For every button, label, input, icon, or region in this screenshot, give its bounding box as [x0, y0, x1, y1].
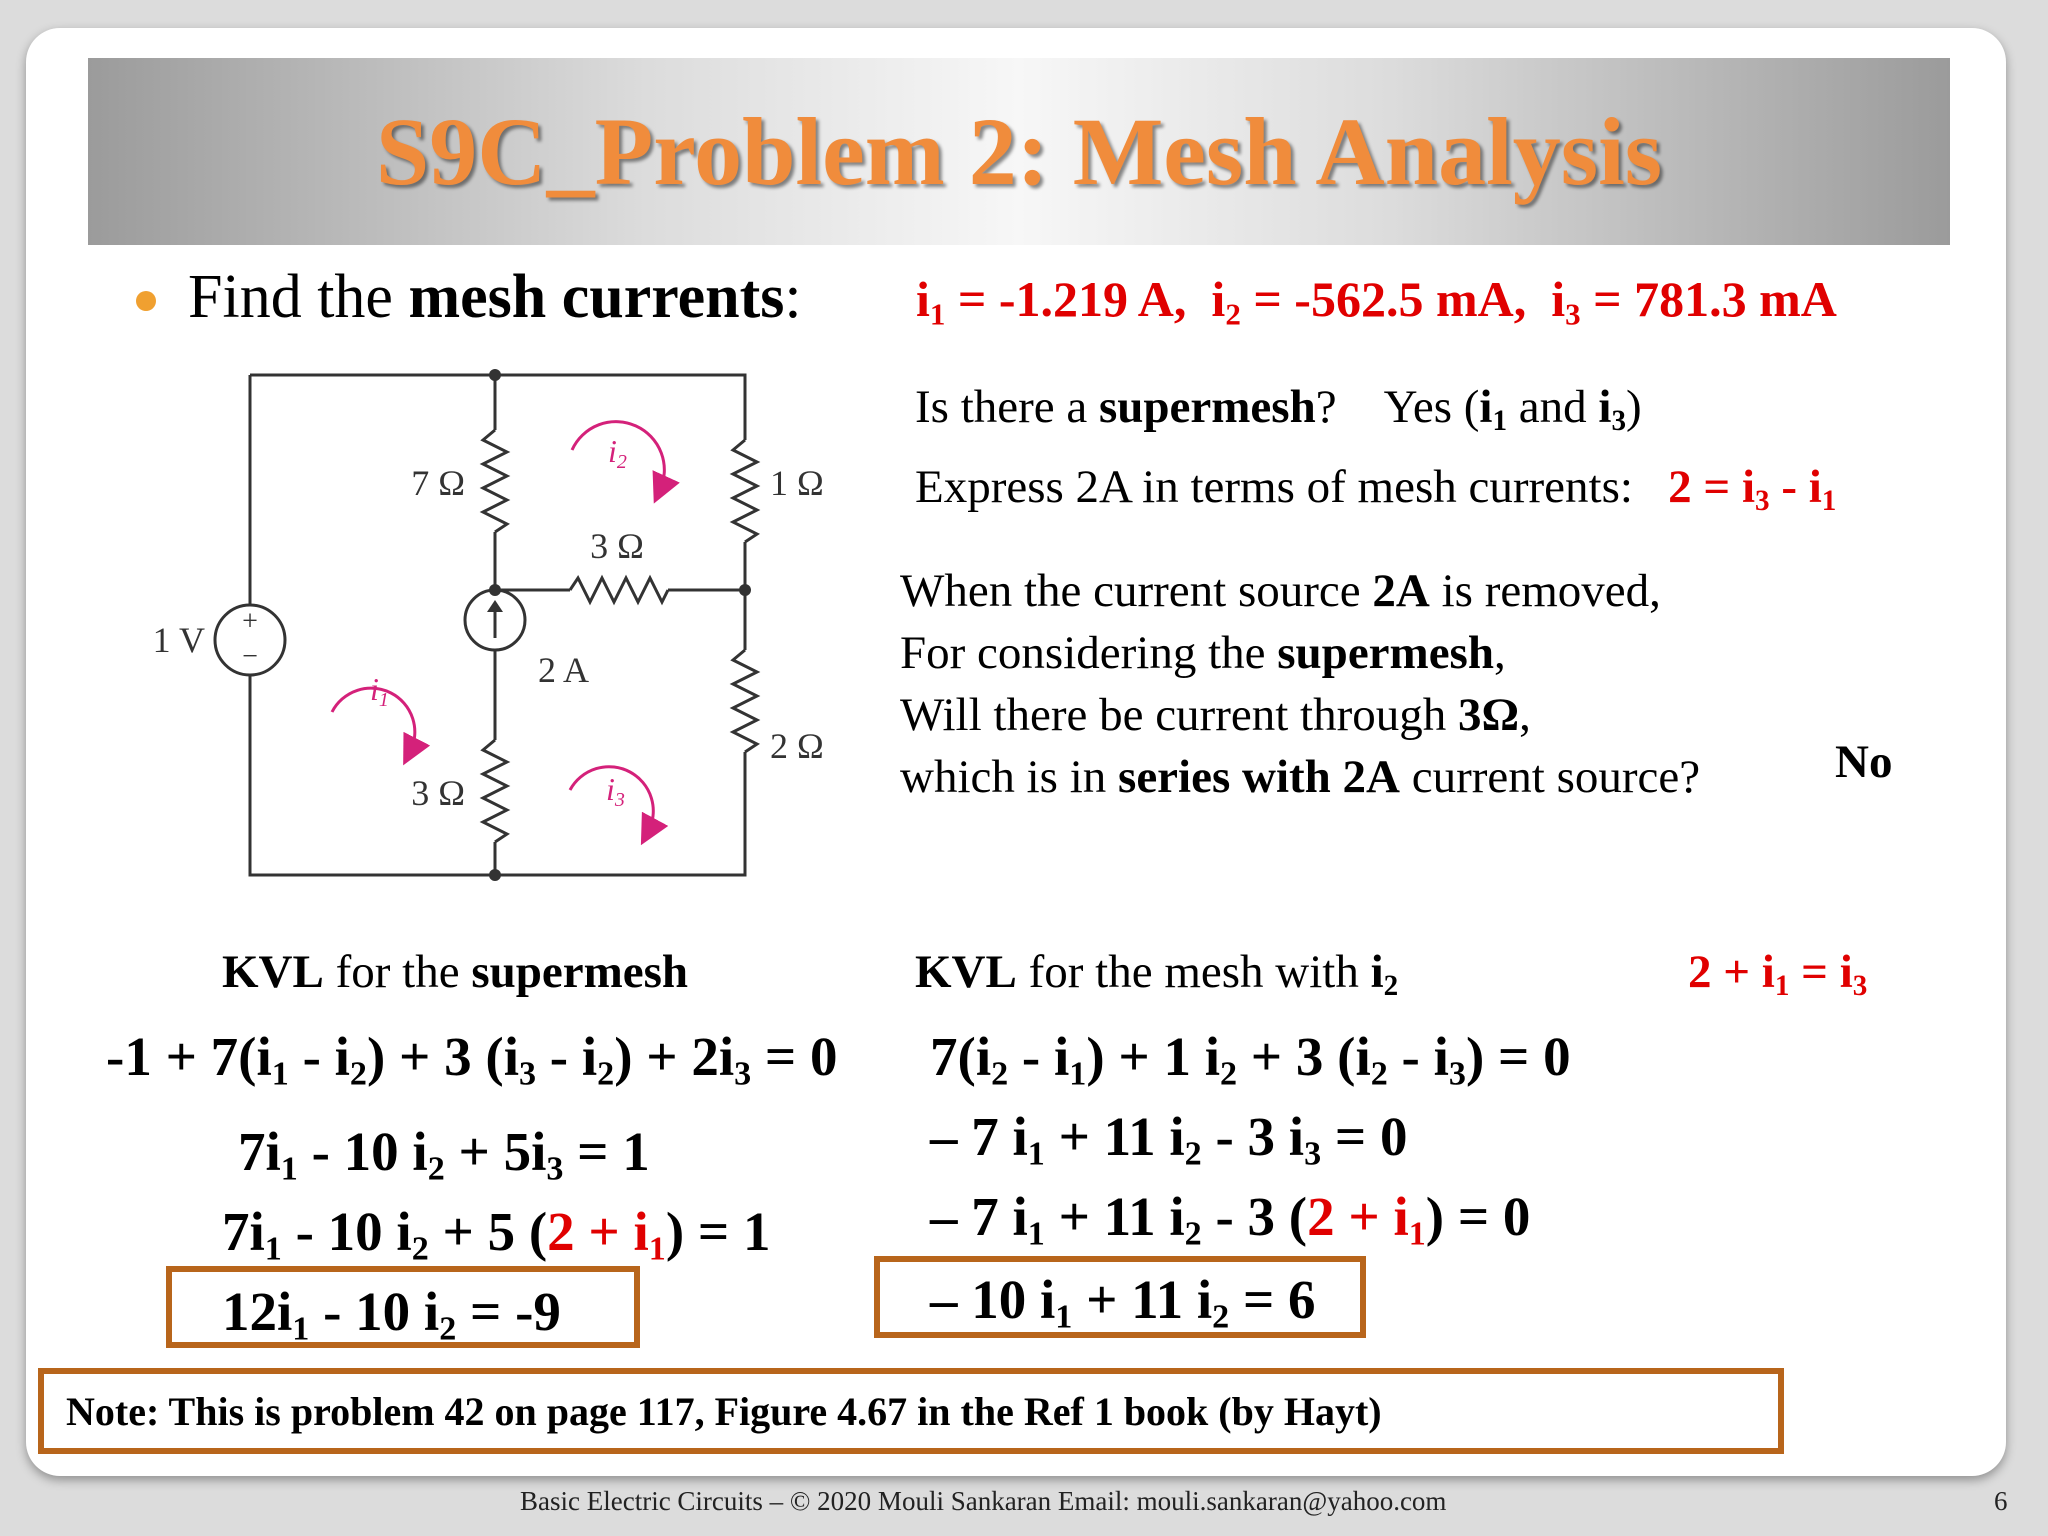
- minus-sign: −: [242, 641, 258, 672]
- removed-question: [900, 560, 1700, 808]
- answer-i1-sub: 1: [929, 296, 946, 332]
- kvl-left-heading: [222, 945, 688, 999]
- express-eq-sub3: 3: [1755, 485, 1770, 518]
- node-middle-left: [489, 584, 501, 596]
- kvl-left-h3: supermesh: [471, 946, 689, 998]
- mesh3-label: i3: [606, 771, 625, 811]
- sq-ans-suffix: ): [1626, 381, 1642, 433]
- q-l3-a: Will there be current through: [900, 689, 1458, 741]
- q-l4-b: current source?: [1400, 751, 1701, 803]
- answer-i3: i: [1551, 271, 1566, 327]
- label-3ohm-middle: 3 Ω: [590, 526, 644, 566]
- answer-i2-sub: 2: [1225, 296, 1241, 332]
- node-bottom: [489, 869, 501, 881]
- express-eq-a: 2 = i: [1668, 461, 1756, 513]
- answer-i2-value: = -562.5 mA,: [1240, 271, 1527, 327]
- answer-i1: i: [916, 271, 930, 327]
- answer-i2: i: [1211, 271, 1226, 327]
- sq-ans-prefix: Yes (: [1383, 381, 1480, 433]
- resistor-7ohm: [483, 430, 507, 532]
- sq-suffix: ?: [1315, 381, 1337, 433]
- q-l2-a: For considering the: [900, 627, 1278, 679]
- label-1ohm: 1 Ω: [770, 463, 824, 503]
- circuit-diagram: [120, 360, 880, 890]
- kvl-left-eq3: $7i_1 - 10$ $i_2 + 5$ $(2 + i_1) = 1$: [222, 1201, 771, 1268]
- q-l4-bold: series with 2A: [1118, 751, 1400, 803]
- resistor-3ohm-middle: [570, 578, 668, 602]
- kvl-right-h2: for the mesh with: [1016, 946, 1371, 998]
- footer-text: Basic Electric Circuits – © 2020 Mouli Sankaran Email: mouli.sankaran@yahoo.com: [520, 1486, 1447, 1516]
- sq-ans-and: and: [1507, 381, 1599, 433]
- label-2ohm: 2 Ω: [770, 726, 824, 766]
- sq-ans-sub1: 1: [1492, 405, 1508, 438]
- bullet-text: [188, 262, 802, 333]
- kvl-right-eq2: – 7 $i_1 + 11$ $i_2 - 3$ $i_3 = 0$: [930, 1106, 1408, 1173]
- kvl-right-heading: [915, 945, 1399, 1003]
- express-eq: [1668, 461, 1837, 518]
- kvl-right-h4: 2: [1383, 970, 1399, 1003]
- kvl-right-h1: KVL: [915, 946, 1017, 998]
- q-line2: [900, 622, 1700, 684]
- kvl-right-eq1: $7(i_2 - i_1) + 1$ $i_2 + 3$ $(i_2 - i_3) = 0$: [930, 1026, 1571, 1093]
- q-l1-bold: 2A: [1372, 565, 1430, 617]
- resistor-3ohm-bottom: [483, 740, 507, 842]
- kvl-left-h2: for the: [323, 946, 472, 998]
- node-middle-right: [739, 584, 751, 596]
- express-text: Express 2A in terms of mesh currents:: [915, 461, 1633, 513]
- answer-i3-value: = 781.3 mA: [1580, 271, 1837, 327]
- resistor-2ohm: [733, 650, 757, 752]
- supermesh-question: [915, 380, 1642, 438]
- mesh1-label: i1: [370, 671, 389, 711]
- sq-prefix: Is there a: [915, 381, 1099, 433]
- express-line: [915, 460, 1837, 518]
- bullet-bold: mesh currents: [408, 263, 785, 331]
- q-l4-a: which is in: [900, 751, 1119, 803]
- q-l2-bold: supermesh: [1277, 627, 1494, 679]
- sq-ans-i3: i: [1598, 381, 1612, 433]
- mesh2-label: i2: [608, 433, 627, 473]
- answer-i1-value: = -1.219 A,: [945, 271, 1187, 327]
- kvl-right-eq4: – 10 $i_1 + 11$ $i_2 = 6$: [930, 1269, 1316, 1336]
- q-line3: [900, 684, 1700, 746]
- note-text: Note: This is problem 42 on page 117, Figure 4.67 in the Ref 1 book (by Hayt): [66, 1388, 1382, 1434]
- label-1v: 1 V: [152, 620, 205, 660]
- q-l3-b: ,: [1519, 689, 1531, 741]
- sq-bold: supermesh: [1098, 381, 1316, 433]
- page-title: S9C_Problem 2: Mesh Analysis: [375, 98, 1663, 205]
- q-l1-b: is removed,: [1429, 565, 1661, 617]
- label-7ohm: 7 Ω: [411, 463, 465, 503]
- kvl-left-eq1: $-1 + 7(i_1 - i_2) + 3$ $(i_3 - i_2) + 2i_3 = 0$: [106, 1026, 838, 1093]
- answer-i3-sub: 3: [1565, 296, 1581, 332]
- bullet-prefix: Find the: [188, 263, 409, 331]
- kvl-right-relation: $2 + i_1 = i_3$: [1688, 946, 1868, 1003]
- bullet-suffix: :: [784, 263, 802, 331]
- wire-top: [250, 375, 745, 440]
- plus-sign: +: [242, 606, 258, 637]
- sq-ans-sub3: 3: [1611, 405, 1627, 438]
- kvl-left-h1: KVL: [222, 946, 324, 998]
- node-top: [489, 369, 501, 381]
- sq-ans-i1: i: [1479, 381, 1493, 433]
- resistor-1ohm: [733, 440, 757, 542]
- q-line1: [900, 560, 1700, 622]
- express-eq-b: - i: [1769, 461, 1822, 513]
- wire-left-bottom: [250, 675, 745, 875]
- kvl-right-eq3: – 7 $i_1 + 11$ $i_2 - 3$ $(2 + i_1) = 0$: [930, 1186, 1531, 1253]
- express-eq-sub1: 1: [1821, 485, 1837, 518]
- kvl-left-eq2: $7i_1 - 10$ $i_2 + 5i_3 = 1$: [238, 1121, 650, 1188]
- q-l2-b: ,: [1493, 627, 1506, 679]
- answer-line: [916, 270, 1837, 332]
- q-l3-bold: 3Ω: [1458, 689, 1520, 741]
- kvl-right-h3: i: [1370, 946, 1384, 998]
- label-3ohm-bottom: 3 Ω: [411, 773, 465, 813]
- note-box: [38, 1368, 1784, 1454]
- title-bar: [88, 58, 1950, 245]
- q-line4: [900, 746, 1700, 808]
- question-answer: No: [1835, 736, 1893, 788]
- kvl-left-eq4: $12i_1 - 10$ $i_2 = -9$: [222, 1281, 561, 1348]
- bullet-dot: [136, 291, 156, 311]
- q-l1-a: When the current source: [900, 565, 1373, 617]
- label-2a: 2 A: [538, 650, 590, 690]
- page-number: 6: [1994, 1486, 2008, 1516]
